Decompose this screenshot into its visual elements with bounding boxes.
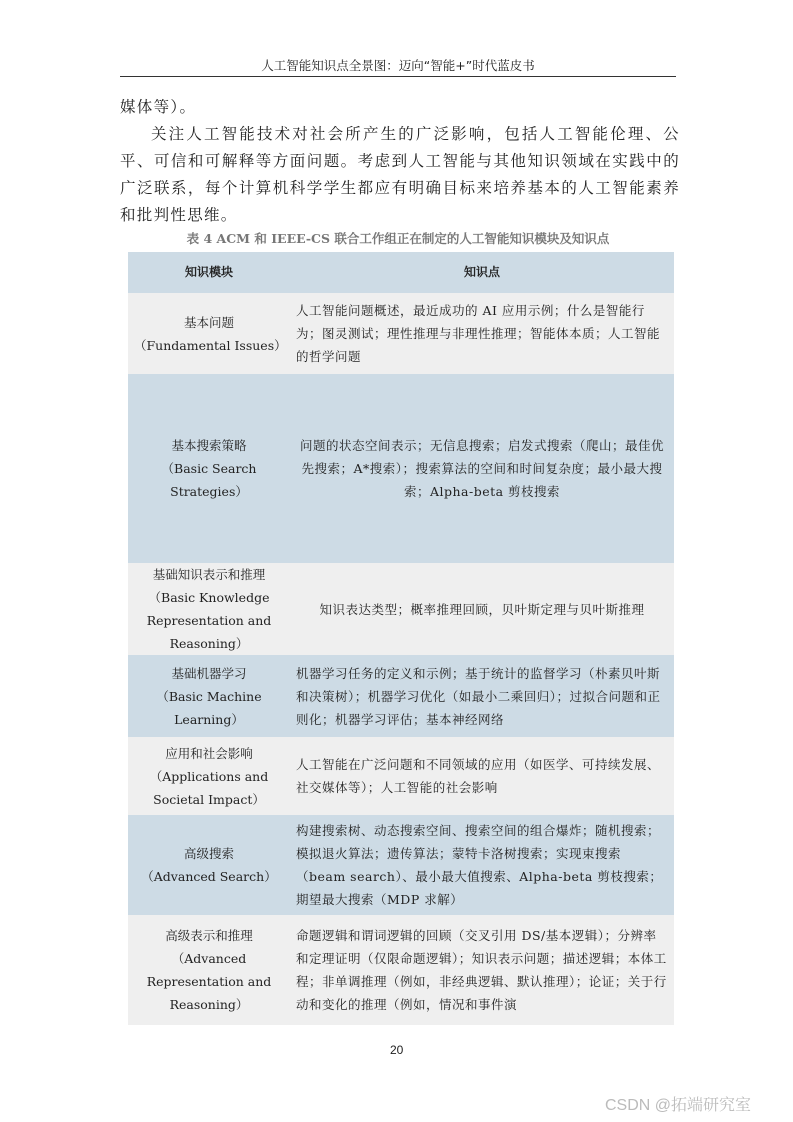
table-row [128,815,674,915]
module-name-cn: 基础机器学习 [171,665,247,681]
module-name-cn: 高级表示和推理 [165,928,253,943]
module-cell [128,655,290,737]
module-name-en: （Fundamental Issues） [134,337,287,353]
module-name-cn: 基础知识表示和推理 [152,567,266,582]
module-name-en: （Basic Knowledge Representation and Reasoning） [146,590,272,651]
table-row [128,737,674,815]
running-header: 人工智能知识点全景图：迈向“智能+”时代蓝皮书 [261,58,535,73]
column-header-points: 知识点 [290,252,674,293]
module-name-en: （Advanced Representation and Reasoning） [146,951,272,1012]
points-cell: 知识表达类型；概率推理回顾，贝叶斯定理与贝叶斯推理 [290,563,674,655]
table-row [128,563,674,655]
module-name-cn: 应用和社会影响 [165,745,253,761]
table-header-row [128,252,674,293]
module-name-cn: 基本问题 [183,314,234,330]
paragraph: 关注人工智能技术对社会所产生的广泛影响，包括人工智能伦理、公平、可信和可解释等方面问题。考虑到人工智能与其他知识领域在实践中的广泛联系，每个计算机科学学生都应有明确目标来培养基本的人工智能素养和批判性思维。 [120,125,680,224]
watermark: CSDN @拓端研究室 [605,1097,752,1114]
points-cell: 人工智能在广泛问题和不同领域的应用（如医学、可持续发展、社交媒体等）；人工智能的社会影响 [290,737,674,815]
page-number: 20 [390,1043,404,1057]
module-cell [128,815,290,915]
points-cell: 机器学习任务的定义和示例；基于统计的监督学习（朴素贝叶斯和决策树）；机器学习优化（如最小二乘回归）；过拟合问题和正则化；机器学习评估；基本神经网络 [290,655,674,737]
module-name-cn: 基本搜索策略 [171,438,247,453]
points-cell: 人工智能问题概述，最近成功的 AI 应用示例；什么是智能行为；图灵测试；理性推理与非理性推理；智能体本质；人工智能的哲学问题 [290,293,674,374]
module-name-en: （Advanced Search） [141,869,277,884]
header-divider [120,76,676,77]
module-name-en: （Applications and Societal Impact） [149,768,269,807]
column-header-module: 知识模块 [128,252,290,293]
table-row [128,374,674,563]
module-cell [128,563,290,655]
module-cell [128,737,290,815]
paragraph-continuation: 媒体等）。 [120,98,197,116]
module-name-en: （Basic Machine Learning） [156,688,262,727]
knowledge-table [128,252,674,1025]
points-cell: 构建搜索树、动态搜索空间、搜索空间的组合爆炸；随机搜索；模拟退火算法；遗传算法；蒙特卡洛树搜索；实现束搜索（beam search）、最小最大值搜索、Alpha-beta 剪枝搜索；期望最大搜索（MDP 求解） [290,815,674,915]
module-name-cn: 高级搜索 [183,846,234,861]
points-cell: 问题的状态空间表示；无信息搜索；启发式搜索（爬山；最佳优先搜索；A*搜索）；搜索算法的空间和时间复杂度；最小最大搜索；Alpha-beta 剪枝搜索 [290,374,674,563]
points-cell: 命题逻辑和谓词逻辑的回顾（交叉引用 DS/基本逻辑）；分辨率和定理证明（仅限命题逻辑）；知识表示问题；描述逻辑；本体工程；非单调推理（例如，非经典逻辑、默认推理）；论证；关于行动和变化的推理（例如，情况和事件演 [290,915,674,1025]
table-caption: 表 4 ACM 和 IEEE-CS 联合工作组正在制定的人工智能知识模块及知识点 [186,231,610,246]
module-cell [128,915,290,1025]
module-name-en: （Basic Search Strategies） [161,461,257,499]
table-row [128,655,674,737]
module-cell [128,374,290,563]
table-row [128,915,674,1025]
table-row [128,293,674,374]
module-cell [128,293,290,374]
